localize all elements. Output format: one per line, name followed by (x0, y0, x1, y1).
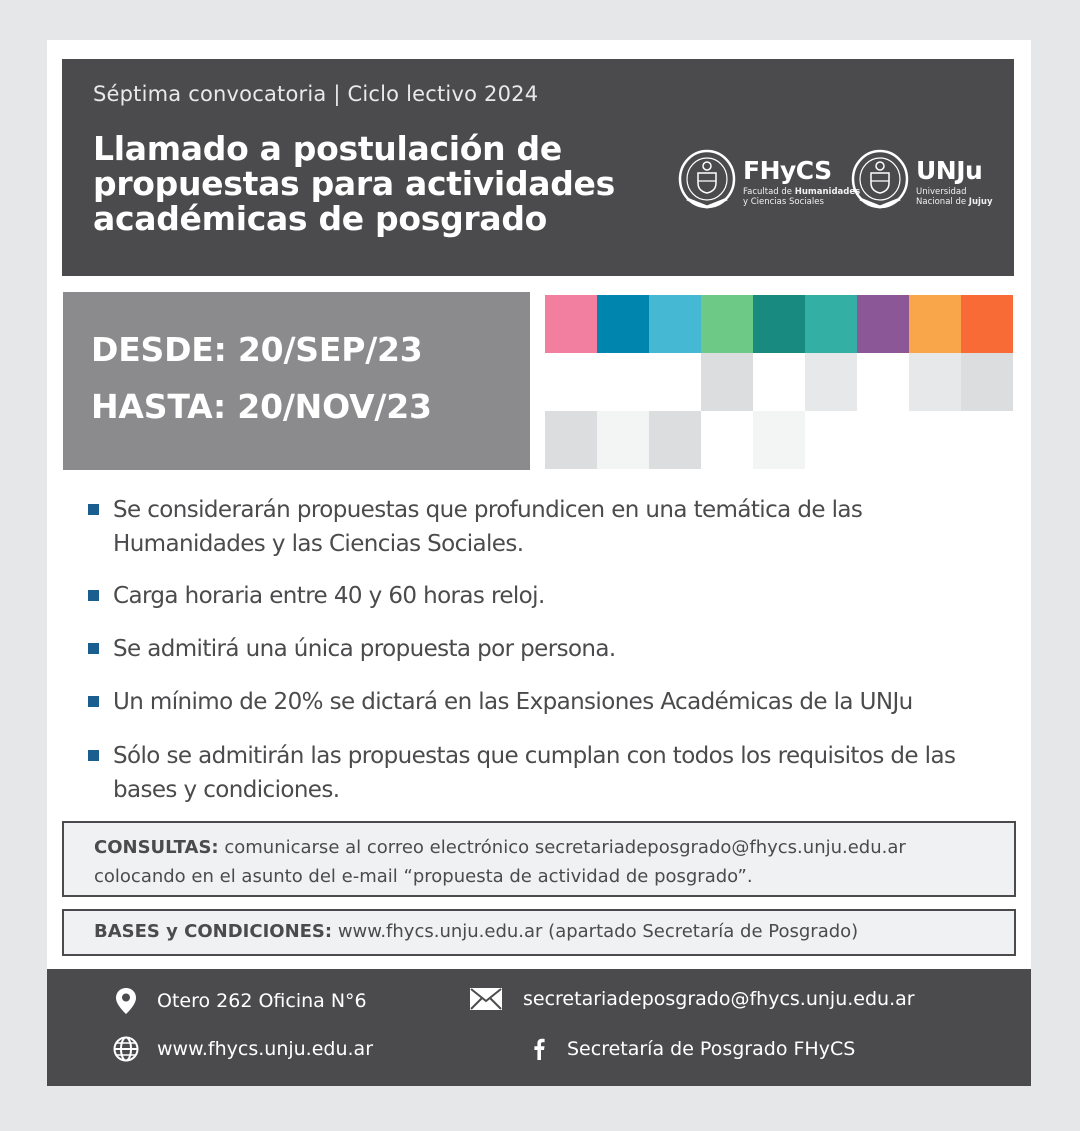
footer-website[interactable] (113, 1035, 373, 1063)
title-line: propuestas para actividades (93, 164, 615, 203)
fhycs-logo (677, 149, 860, 215)
mosaic-tile (961, 295, 1013, 353)
mosaic-gray-tile (961, 353, 1013, 411)
mosaic-tile (597, 295, 649, 353)
bases-text: www.fhycs.unju.edu.ar (apartado Secretaría de Posgrado) (332, 921, 859, 942)
unju-logo-text (916, 155, 993, 207)
bullet-square-icon (88, 643, 99, 654)
consultas-line-2: colocando en el asunto del e-mail “propuesta de actividad de posgrado”. (94, 866, 753, 887)
call-kicker: Séptima convocatoria | Ciclo lectivo 2024 (93, 82, 539, 106)
mosaic-gray-tile (701, 353, 753, 411)
header-banner (62, 59, 1014, 276)
bullet-square-icon (88, 590, 99, 601)
mosaic-gray-tile (753, 411, 805, 469)
list-item: Sólo se admitirán las propuestas que cumplan con todos los requisitos de las bases y condiciones. (88, 739, 993, 807)
page-title (93, 131, 653, 236)
footer-address (115, 987, 367, 1015)
footer-facebook[interactable] (533, 1035, 855, 1063)
mosaic-tile (805, 295, 857, 353)
consultas-label: CONSULTAS: (94, 837, 219, 858)
globe-icon (113, 1035, 157, 1063)
mosaic-gray-tile (545, 411, 597, 469)
fhycs-logo-name: FHyCS (743, 155, 832, 185)
unju-logo (850, 149, 993, 215)
footer-contact (47, 969, 1031, 1086)
mosaic-tile (909, 295, 961, 353)
list-item: Un mínimo de 20% se dictará en las Expansiones Académicas de la UNJu (88, 685, 993, 719)
website-text[interactable]: www.fhycs.unju.edu.ar (157, 1038, 374, 1060)
fhycs-logo-text (743, 155, 861, 207)
mosaic-gray-tile (597, 411, 649, 469)
consultas-line-1 (94, 833, 984, 862)
mosaic-tile (753, 295, 805, 353)
unju-logo-subtitle: Universidad Nacional de Jujuy (916, 186, 993, 207)
mosaic-gray-tile (649, 411, 701, 469)
list-item: Se admitirá una única propuesta por persona. (88, 632, 993, 666)
date-to: HASTA: 20/NOV/23 (91, 387, 432, 426)
list-item: Carga horaria entre 40 y 60 horas reloj. (88, 579, 993, 613)
date-from: DESDE: 20/SEP/23 (91, 330, 423, 369)
title-line: Llamado a postulación de (93, 129, 562, 168)
facebook-icon (533, 1035, 567, 1063)
email-text[interactable]: secretariadeposgrado@fhycs.unju.edu.ar (523, 988, 915, 1010)
envelope-icon (469, 985, 523, 1013)
bullet-square-icon (88, 504, 99, 515)
mosaic-gray-tile (909, 353, 961, 411)
mosaic-tile (701, 295, 753, 353)
mosaic-tile (857, 295, 909, 353)
bullet-square-icon (88, 696, 99, 707)
address-text: Otero 262 Oficina N°6 (157, 990, 367, 1012)
consultas-box (62, 821, 1016, 897)
mosaic-tile (545, 295, 597, 353)
dates-panel (63, 292, 530, 470)
unju-seal-icon (850, 149, 910, 215)
bases-label: BASES y CONDICIONES: (94, 921, 333, 942)
unju-logo-name: UNJu (916, 155, 983, 185)
mosaic-gray-tile (805, 353, 857, 411)
list-item: Se considerarán propuestas que profundicen en una temática de las Humanidades y las Ciencias Sociales. (88, 493, 993, 561)
title-line: académicas de posgrado (93, 199, 548, 238)
location-pin-icon (115, 987, 151, 1015)
bases-box (62, 909, 1016, 956)
fhycs-logo-subtitle: Facultad de Humanidades y Ciencias Sociales (743, 186, 861, 207)
consultas-text: comunicarse al correo electrónico secretariadeposgrado@fhycs.unju.edu.ar (218, 837, 906, 858)
bullet-square-icon (88, 750, 99, 761)
fhycs-seal-icon (677, 149, 737, 215)
mosaic-tile (649, 295, 701, 353)
facebook-text[interactable]: Secretaría de Posgrado FHyCS (567, 1038, 856, 1060)
footer-email[interactable] (469, 985, 915, 1013)
